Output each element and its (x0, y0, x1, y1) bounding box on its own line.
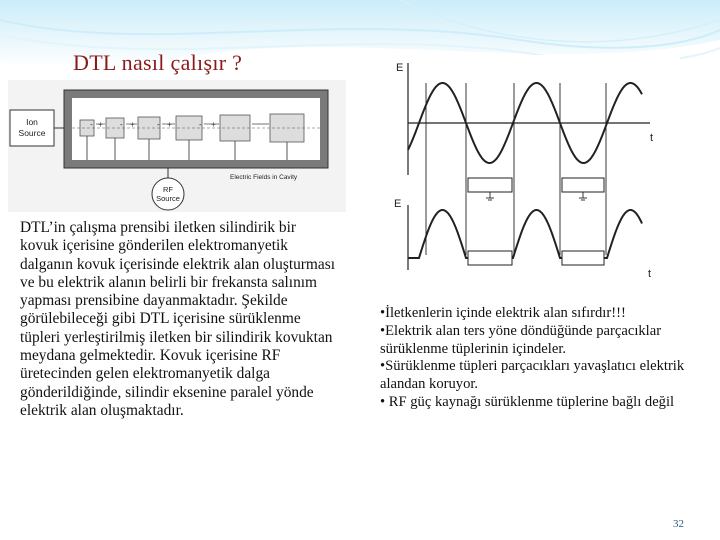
bullet-item: •Elektrik alan ters yöne döndüğünde parçacıklar sürüklenme tüplerinin içindeler. (380, 322, 662, 357)
field-label: Electric Fields in Cavity (230, 174, 298, 181)
ion-source-label-2: Source (18, 128, 46, 138)
sign: + (167, 120, 172, 129)
page-number: 32 (673, 518, 684, 530)
dtl-cavity-diagram (8, 80, 346, 212)
sign: + (98, 120, 103, 129)
ion-source-label-1: Ion (26, 117, 38, 127)
bullet-list-right (380, 305, 710, 412)
sign: - (120, 120, 123, 129)
sign: - (199, 120, 202, 129)
bottom-axis-x-label: t (648, 268, 652, 280)
rf-source-label-2: Source (156, 194, 180, 203)
bullet-item: • RF güç kaynağı sürüklenme tüplerine bağlı değil (380, 393, 675, 410)
sign: - (157, 120, 160, 129)
sign: - (90, 120, 93, 129)
slide-title: DTL nasıl çalışır ? (73, 50, 243, 75)
e-field-wave-figure (380, 55, 680, 287)
bullet-item: •Sürüklenme tüpleri parçacıkları yavaşlatıcı elektrik alandan koruyor. (380, 358, 685, 393)
top-axis-y-label: E (396, 62, 404, 74)
bottom-axis-y-label: E (394, 198, 402, 210)
top-axis-x-label: t (650, 132, 654, 144)
sign: + (130, 120, 135, 129)
bullet-item: •İletkenlerin içinde elektrik alan sıfırdır!!! (380, 305, 626, 321)
sign: + (211, 120, 216, 129)
rf-source-label-1: RF (163, 185, 173, 194)
body-text-left: DTL’in çalışma prensibi iletken silindirik bir kovuk içerisine gönderilen elektromanyetik dalganın kovuk içerisinde elektrik alan oluşturması ve bu elektrik alanın belirli bir frekansta salınım yapması prensibine dayanmaktadır. Şekilde görülebileceği gibi DTL içerisine sürüklenme tüpleri yerleştirilmiş iletken bir silindirik kovuktan meydana gelmektedir. Kovuk içerisine RF üretecinden gelen elektromanyetik dalga gönderildiğinde, silindir eksenine paralel yönde elektrik alan oluşmaktadır. (20, 219, 335, 419)
